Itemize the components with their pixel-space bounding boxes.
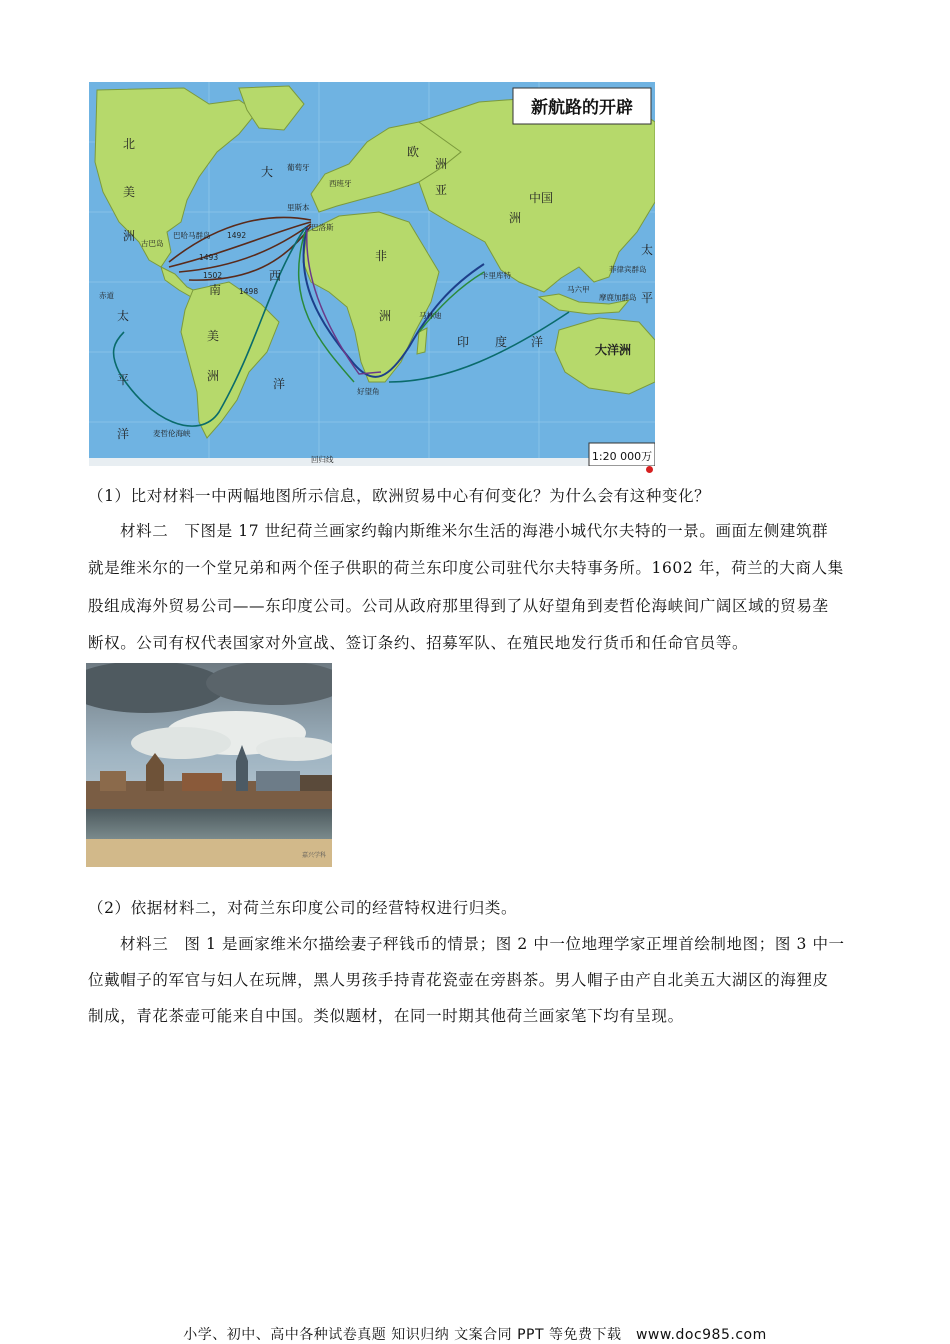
material-2-line-3: 股组成海外贸易公司——东印度公司。公司从政府那里得到了从好望角到麦哲伦海峡间广阔区域的贸易垄 <box>88 597 829 615</box>
label-north: 北 <box>123 137 136 151</box>
painting-watermark: 嘉兴学科 <box>302 852 327 859</box>
label-oceania: 大洋洲 <box>595 343 632 357</box>
label-europe-zhou: 洲 <box>435 157 448 171</box>
label-africa: 非 <box>375 249 388 263</box>
label-pacific-ping: 平 <box>117 373 130 387</box>
label-magellan-strait: 麦哲伦海峡 <box>153 429 191 438</box>
label-asia-zhou: 洲 <box>509 211 522 225</box>
map-scale: 1:20 000万 <box>591 450 653 463</box>
label-right-ping: 平 <box>641 291 654 305</box>
label-1492: 1492 <box>227 231 247 240</box>
label-europe: 欧 <box>407 145 420 159</box>
label-asia: 亚 <box>435 183 448 197</box>
label-india-yang: 洋 <box>531 335 544 349</box>
label-right-tai: 太 <box>641 243 654 257</box>
label-palos: 巴洛斯 <box>311 223 334 232</box>
label-india-yin: 印 <box>457 335 470 349</box>
label-moluccas: 摩鹿加群岛 <box>599 293 637 302</box>
label-south-zhou: 洲 <box>207 369 220 383</box>
label-america-zhou: 洲 <box>123 229 136 243</box>
antarctica-strip <box>89 458 655 466</box>
material-2-line-2: 就是维米尔的一个堂兄弟和两个侄子供职的荷兰东印度公司驻代尔夫特事务所。1602 年，荷兰的大商人集 <box>88 559 844 577</box>
painting-shore <box>86 839 332 867</box>
label-africa-zhou: 洲 <box>379 309 392 323</box>
label-malindi: 马林迪 <box>419 311 442 320</box>
material-3-line-1: 材料三 图 1 是画家维米尔描绘妻子秤钱币的情景；图 2 中一位地理学家正埋首绘制地图；图 3 中一 <box>120 935 845 953</box>
material-3-line-2: 位戴帽子的军官与妇人在玩牌，黑人男孩手持青花瓷壶在旁斟茶。男人帽子由产自北美五大湖区的海狸皮 <box>88 971 829 989</box>
label-pacific-tai: 太 <box>117 309 130 323</box>
map-title: 新航路的开辟 <box>531 98 633 118</box>
label-malacca: 马六甲 <box>567 285 590 294</box>
material-2-line-1: 材料二 下图是 17 世纪荷兰画家约翰内斯维米尔生活的海港小城代尔夫特的一景。画面左侧建筑群 <box>120 522 829 540</box>
label-tropic: 回归线 <box>311 455 334 464</box>
page-footer: 小学、初中、高中各种试卷真题 知识归纳 文案合同 PPT 等免费下载 www.doc985.com <box>183 1327 767 1343</box>
label-philippines: 菲律宾群岛 <box>609 265 647 274</box>
label-1493: 1493 <box>199 253 219 262</box>
question-2: （2）依据材料二，对荷兰东印度公司的经营特权进行归类。 <box>88 899 518 917</box>
label-da: 大 <box>261 165 274 179</box>
label-spain: 西班牙 <box>329 179 352 188</box>
label-cuba: 古巴岛 <box>141 239 164 248</box>
label-india-du: 度 <box>495 335 508 349</box>
label-atlantic-yang: 洋 <box>273 377 286 391</box>
label-atlantic-xi: 西 <box>269 269 282 283</box>
question-1: （1）比对材料一中两幅地图所示信息，欧洲贸易中心有何变化？为什么会有这种变化？ <box>88 487 711 505</box>
new-sea-routes-map <box>89 82 655 466</box>
label-1502: 1502 <box>203 271 223 280</box>
material-2-line-4: 断权。公司有权代表国家对外宣战、签订条约、招募军队、在殖民地发行货币和任命官员等。 <box>88 634 749 652</box>
label-bahamas: 巴哈马群岛 <box>173 231 211 240</box>
label-pacific-yang: 洋 <box>117 427 130 441</box>
label-america-mei: 美 <box>123 185 136 199</box>
painting-water <box>86 809 332 839</box>
label-portugal: 葡萄牙 <box>287 163 310 172</box>
red-dot-marker <box>646 466 653 473</box>
label-south: 南 <box>209 283 222 297</box>
label-lisbon: 里斯本 <box>287 203 310 212</box>
label-cape: 好望角 <box>357 387 380 396</box>
label-calicut: 卡里库特 <box>481 271 511 280</box>
label-south-mei: 美 <box>207 329 220 343</box>
material-3-line-3: 制成，青花茶壶可能来自中国。类似题材，在同一时期其他荷兰画家笔下均有呈现。 <box>88 1007 684 1025</box>
label-china: 中国 <box>529 191 554 205</box>
label-1498: 1498 <box>239 287 259 296</box>
label-equator: 赤道 <box>99 291 114 300</box>
view-of-delft-painting <box>86 663 332 867</box>
